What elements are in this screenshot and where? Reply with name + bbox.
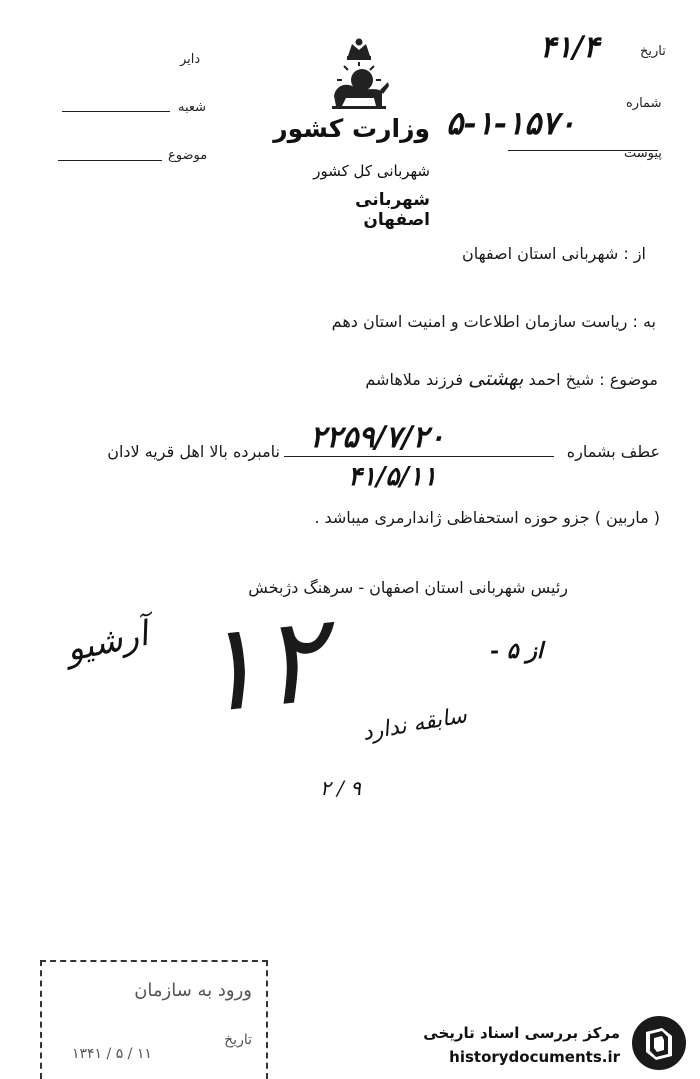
shobe-underline xyxy=(62,111,170,112)
stamp-title: ورود به سازمان xyxy=(134,980,252,1001)
ref-label: عطف بشماره xyxy=(566,442,660,461)
ministry-line2: شهربانی اصفهان xyxy=(355,190,430,230)
body-line2: ( ماربین ) جزو حوزه استحفاظی ژاندارمری میباشد . xyxy=(314,508,660,527)
watermark-text-en: historydocuments.ir xyxy=(449,1048,620,1066)
signature-line: رئیس شهربانی استان اصفهان - سرهنگ دژبخش xyxy=(248,578,568,597)
ref-hand-number: ۲۲۵۹/۷/۲۰ xyxy=(310,420,445,455)
peyvast-label: پیوست xyxy=(624,146,662,161)
ref-underline xyxy=(284,456,554,457)
mozou-label: موضوع xyxy=(168,148,208,163)
from-line: از : شهربانی استان اصفهان xyxy=(461,244,646,263)
to-line: به : ریاست سازمان اطلاعات و امنیت استان دهم xyxy=(331,312,656,331)
handwritten-bottom: ۲ / ۹ xyxy=(320,776,361,800)
ministry-title: وزارت کشور xyxy=(273,114,430,143)
tarikh-value: ۴۱/۴ xyxy=(540,30,600,65)
subject-line xyxy=(248,366,658,390)
ministry-line1: شهربانی کل کشور xyxy=(313,162,430,180)
tarikh-label: تاریخ xyxy=(640,44,666,59)
shomare-value: ۵-۱-۱۵۷۰ xyxy=(446,104,576,142)
shobe-label: شعبه xyxy=(178,100,207,115)
handwritten-from-short: از ۵ - xyxy=(490,638,544,664)
subject-label: موضوع : xyxy=(599,370,658,389)
ref-text: نامبرده بالا اهل قریه لادان xyxy=(107,442,280,461)
handwritten-big-mark: ۱۲ xyxy=(189,589,332,742)
mozou-underline xyxy=(58,160,162,161)
lion-and-sun-emblem-icon xyxy=(326,36,392,112)
shomare-label: شماره xyxy=(626,96,662,111)
stamp-date-label: تاریخ xyxy=(224,1032,252,1048)
watermark-text-fa: مرکز بررسی اسناد تاریخی xyxy=(423,1024,620,1042)
stamp-date-value: ۱۳۴۱ / ۵ / ۱۱ xyxy=(72,1046,152,1062)
subject-suffix: فرزند ملاهاشم xyxy=(365,370,464,389)
entry-stamp xyxy=(40,960,268,1079)
ref-hand-date: ۴۱/۵/۱۱ xyxy=(348,462,437,492)
dayer-label: دایر xyxy=(180,52,201,67)
handwritten-note: سابقه ندارد xyxy=(360,703,469,746)
watermark-logo-icon xyxy=(630,1014,688,1072)
handwritten-left-note: آرشیو xyxy=(62,613,152,671)
subject-hand: بهشتی xyxy=(468,366,524,390)
subject-prefix: شیخ احمد xyxy=(528,370,595,389)
